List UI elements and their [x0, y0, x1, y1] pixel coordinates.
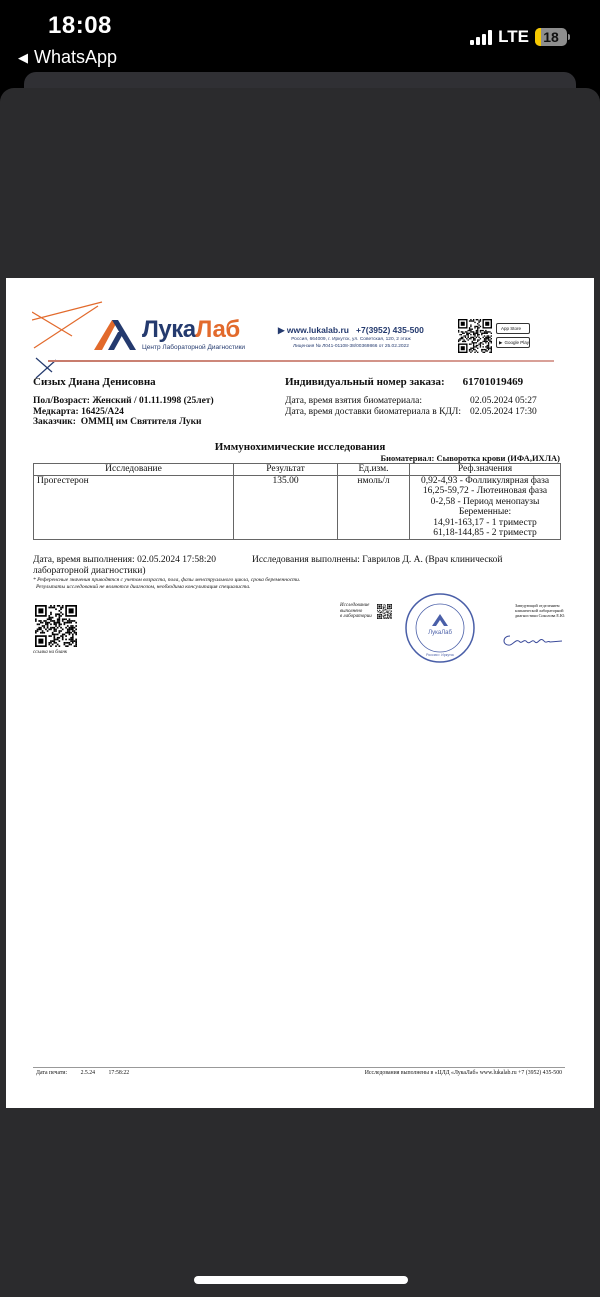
- customer-name: ОММЦ им Святителя Луки: [80, 417, 202, 427]
- play-arrow-icon: ▶: [278, 325, 287, 335]
- stamp-center-text: ЛукаЛаб: [428, 630, 452, 636]
- patient-name: Сизых Диана Денисовна: [33, 376, 156, 388]
- cellular-signal-icon: [470, 30, 492, 45]
- test-name: Прогестерон: [34, 475, 234, 539]
- test-unit: нмоль/л: [338, 475, 410, 539]
- execution-info: [33, 555, 553, 577]
- lab-note: Исследование выполнено в лаборатории: [340, 603, 372, 619]
- logo-name-part2: Лаб: [195, 316, 240, 343]
- document-footer: [36, 1070, 562, 1076]
- col-header-ref: Реф.значения: [410, 464, 561, 476]
- collected-datetime: 02.05.2024 05:27: [470, 396, 537, 406]
- footer-divider: [33, 1067, 565, 1068]
- lab-contacts: [278, 325, 424, 350]
- biomaterial-dates: Дата, время взятия биоматериала: 02.05.2024 05:27 Дата, время доставки биоматериала в КДЛ: 02.05.2024 17:30: [285, 396, 537, 417]
- performed-by: Исследования выполнены: Гаврилов Д. А. (Врач клинической лабораторной диагностики): [33, 555, 503, 576]
- biomaterial-label: Биоматериал: Сыворотка крови (ИФА,ИХЛА): [380, 453, 560, 463]
- battery-icon: [535, 28, 570, 46]
- table-row: [34, 475, 561, 539]
- lab-website[interactable]: www.lukalab.ru: [286, 325, 349, 335]
- home-indicator[interactable]: [194, 1276, 408, 1284]
- battery-level-fill: [535, 28, 541, 46]
- logo-subtitle: Центр Лабораторной Диагностики: [142, 344, 246, 351]
- patient-sex-age: Женский / 01.11.1998 (25лет): [92, 396, 214, 406]
- stamp-bottom-text: Россия г. Иркутск: [426, 653, 454, 657]
- logo-mark-icon: [94, 318, 136, 350]
- patient-medcard: 16425/A24: [81, 406, 124, 417]
- results-table: [33, 463, 561, 540]
- back-to-app-button[interactable]: [18, 47, 117, 68]
- status-indicators: [470, 27, 570, 47]
- footnotes: * Референсные значения приводятся с учетом возраста, пола, фазы менструального цикла, срока беременности. Результаты исследований не являются диагнозом, необходима консультация специалиста.: [33, 577, 301, 590]
- back-app-label: WhatsApp: [34, 47, 118, 67]
- footer-lab-info: Исследования выполнены в «ЦЛД «ЛукаЛаб» www.lukalab.ru +7 (3952) 435-500: [364, 1070, 562, 1076]
- back-arrow-icon: ◀: [18, 49, 28, 65]
- form-link-qr-code-icon[interactable]: [35, 605, 77, 647]
- app-store-badge: App Store: [496, 323, 530, 334]
- print-time: 17:58:22: [108, 1070, 130, 1076]
- lab-license: Лицензия № Л041-01108-38/00369866 от 25.02.2022: [292, 344, 409, 349]
- print-date: 2.5.24: [80, 1070, 96, 1076]
- header-divider: [48, 360, 554, 362]
- print-label: Дата печати:: [36, 1070, 68, 1076]
- play-store-icon: ▶: [499, 339, 503, 345]
- logo-name-part1: Лука: [142, 316, 196, 343]
- lab-report-document: [6, 278, 594, 1108]
- patient-info: Пол/Возраст: Женский / 01.11.1998 (25лет) Медкарта: 16425/A24 Заказчик: ОММЦ им Святителя Луки: [33, 396, 214, 427]
- delivered-datetime: 02.05.2024 17:30: [470, 406, 537, 417]
- test-result: 135.00: [234, 475, 338, 539]
- network-type: LTE: [498, 27, 529, 46]
- qr-caption: ссылка на бланк: [33, 650, 68, 655]
- section-title: Иммунохимические исследования: [214, 441, 386, 453]
- status-time: 18:08: [48, 12, 112, 39]
- lab-address: Россия, 664009, г. Иркутск, ул. Советская, 120, 2 этаж: [291, 337, 411, 342]
- lab-qr-code-icon: [377, 604, 392, 619]
- signature-icon: [500, 630, 564, 650]
- header-qr-code-icon: [458, 319, 492, 353]
- order-number: 61701019469: [462, 376, 524, 388]
- execution-datetime: Дата, время выполнения: 02.05.2024 17:58:20: [33, 555, 216, 565]
- col-header-result: Результат: [234, 464, 338, 476]
- battery-percent: 18: [543, 29, 559, 45]
- lab-phone[interactable]: +7(3952) 435-500: [356, 325, 424, 335]
- col-header-test: Исследование: [34, 464, 234, 476]
- test-reference: 0,92-4,93 - Фолликулярная фаза 16,25-59,72 - Лютеиновая фаза 0-2,58 - Период менопаузы Беременные: 14,91-163,17 - 1 триместр 61,18-144,85 - 2 триместр: [410, 475, 561, 539]
- col-header-unit: Ед.изм.: [338, 464, 410, 476]
- google-play-badge: ▶ Google Play: [496, 337, 530, 348]
- head-of-department-note: Заведующий отделением клинической лабораторной диагностики Соколова Е.Ю.: [515, 603, 566, 618]
- lukalab-logo: [94, 318, 245, 351]
- lab-stamp-icon: [404, 592, 476, 664]
- table-header-row: [34, 464, 561, 476]
- order-number-row: Индивидуальный номер заказа: 61701019469: [285, 376, 524, 388]
